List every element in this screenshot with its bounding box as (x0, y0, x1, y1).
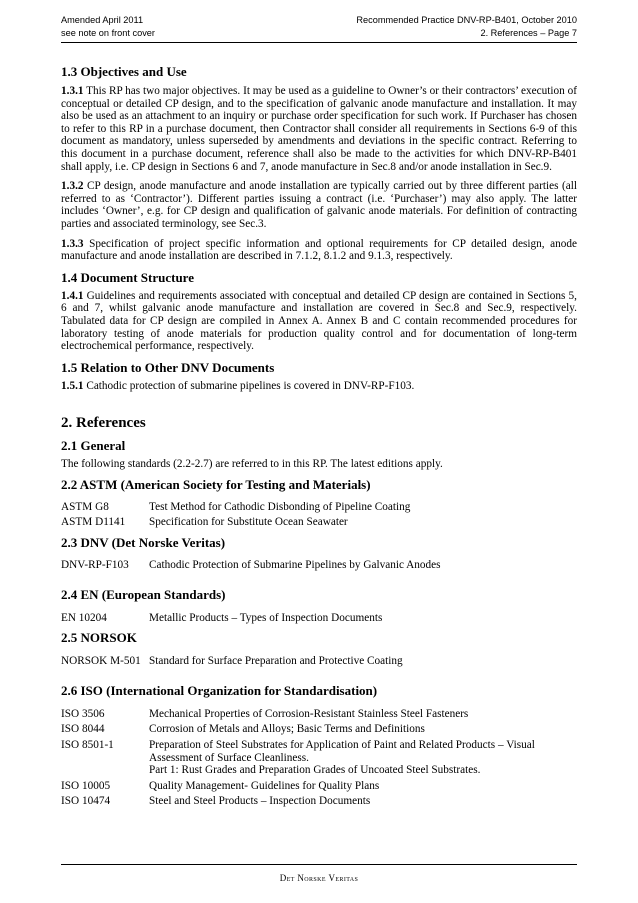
ref-code: EN 10204 (61, 611, 107, 624)
running-footer: Det Norske Veritas (279, 873, 359, 883)
para-number: 1.4.1 (61, 289, 84, 302)
ref-code: ISO 10005 (61, 779, 111, 792)
header-note: see note on front cover (61, 27, 155, 38)
ref-list-iso (61, 708, 577, 808)
para-1-4-1: 1.4.1 Guidelines and requirements associated with conceptual and detailed CP design are contained in Sections 5, 6 and 7, whilst galvanic anode manufacture and installation are covered in Sec.8 and Sec.9, respectively. Tabulated data for CP design are compiled in Annex A. Annex B and C contain recommended procedures for laboratory testing of anode materials for production quality control and for documentation of long-term electrochemical performance, respectively. (61, 289, 577, 353)
heading-2-5: 2.5 NORSOK (61, 630, 137, 646)
ref-title: Corrosion of Metals and Alloys; Basic Terms and Definitions (149, 723, 425, 736)
ref-title: Specification for Substitute Ocean Seawater (149, 516, 348, 529)
para-1-3-3: 1.3.3 Specification of project specific information and optional requirements for CP detailed design, anode manufacture and anode installation are described in 7.1.2, 8.1.2 and 9.1.3, respectively. (61, 237, 577, 263)
ref-item (61, 612, 577, 625)
ref-title-part: Part 1: Rust Grades and Preparation Grades of Uncoated Steel Substrates. (149, 764, 481, 777)
ref-list-dnv (61, 559, 577, 572)
heading-2-6: 2.6 ISO (International Organization for Standardisation) (61, 682, 378, 698)
ref-list-en (61, 612, 577, 625)
heading-1-4: 1.4 Document Structure (61, 269, 194, 285)
ref-title: Standard for Surface Preparation and Protective Coating (149, 655, 403, 668)
ref-code: ASTM D1141 (61, 516, 126, 529)
ref-list-astm (61, 501, 577, 529)
para-number: 1.3.3 (61, 237, 84, 250)
heading-2-2: 2.2 ASTM (American Society for Testing and Materials) (61, 476, 371, 492)
running-header (61, 14, 577, 43)
heading-1-3: 1.3 Objectives and Use (61, 64, 187, 79)
ref-code: ASTM G8 (61, 500, 109, 513)
heading-2-3: 2.3 DNV (Det Norske Veritas) (61, 535, 226, 551)
ref-item (61, 655, 577, 668)
heading-1-5: 1.5 Relation to Other DNV Documents (61, 359, 275, 375)
ref-list-norsok (61, 655, 577, 668)
header-doc-title: Recommended Practice DNV-RP-B401, October 2010 (356, 15, 577, 25)
ref-title: Mechanical Properties of Corrosion-Resistant Stainless Steel Fasteners (149, 707, 469, 720)
para-1-3-1: 1.3.1 This RP has two major objectives. It may be used as a guideline to Owner’s or their contractors’ execution of conceptual or detailed CP design, and to the specification of galvanic anode manufacture and installation. It may also be used as an attachment to an inquiry or purchase order specification for such work. If Purchaser has chosen to refer to this RP in a purchase document, then Contractor shall consider all requirements in Sections 6-9 of this document as mandatory, unless superseded by amendments and deviations in the specific contract. Referring to this document in a purchase document, reference shall also be made to the activities for which DNV-RP-B401 shall apply, i.e. CP design in Sections 6 and 7, anode manufacture in Sec.8 and/or anode installation in Sec.9. (61, 85, 577, 173)
ref-title: Quality Management- Guidelines for Quality Plans (149, 779, 380, 792)
document-page (61, 14, 577, 808)
ref-code: ISO 10474 (61, 795, 111, 808)
para-number: 1.5.1 (61, 379, 84, 392)
header-page: 2. References – Page 7 (480, 27, 577, 38)
ref-item (61, 780, 577, 793)
ref-item (61, 723, 577, 736)
ref-item (61, 501, 577, 514)
para-1-3-2: 1.3.2 CP design, anode manufacture and anode installation are typically carried out by three different parties (all referred to as ‘Contractor’). Different parties issuing a contract (i.e. ‘Purchaser’) may also apply. The latter includes ‘Owner’, e.g. for CP design and qualification of galvanic anode materials. For definition of contracting parties and associated terminology, see Sec.3. (61, 180, 577, 230)
ref-title: Preparation of Steel Substrates for Application of Paint and Related Products – Visual Assessment of Surface Cleanliness. Part 1: Rust Grades and Preparation Grades of Uncoated Steel Substrates. (149, 739, 535, 777)
ref-code: DNV-RP-F103 (61, 559, 129, 572)
ref-item (61, 739, 577, 777)
footer-rule (61, 864, 577, 865)
ref-title: Test Method for Cathodic Disbonding of Pipeline Coating (149, 500, 411, 513)
para-2-1: The following standards (2.2-2.7) are referred to in this RP. The latest editions apply. (61, 458, 443, 471)
heading-2-1: 2.1 General (61, 438, 126, 454)
ref-title: Steel and Steel Products – Inspection Documents (149, 795, 371, 808)
ref-title: Metallic Products – Types of Inspection Documents (149, 611, 383, 624)
para-number: 1.3.1 (61, 85, 84, 97)
heading-2-4: 2.4 EN (European Standards) (61, 586, 226, 602)
ref-code: ISO 8501-1 (61, 739, 114, 752)
ref-item (61, 708, 577, 721)
ref-item (61, 795, 577, 808)
ref-code: NORSOK M-501 (61, 655, 141, 668)
header-amended: Amended April 2011 (61, 15, 144, 25)
ref-code: ISO 8044 (61, 723, 105, 736)
para-number: 1.3.2 (61, 180, 84, 193)
ref-title: Cathodic Protection of Submarine Pipelines by Galvanic Anodes (149, 559, 441, 572)
heading-2: 2. References (61, 415, 146, 432)
ref-item (61, 516, 577, 529)
ref-code: ISO 3506 (61, 707, 105, 720)
para-1-5-1: 1.5.1 Cathodic protection of submarine pipelines is covered in DNV-RP-F103. (61, 379, 415, 392)
header-rule (61, 42, 577, 43)
ref-item (61, 559, 577, 572)
